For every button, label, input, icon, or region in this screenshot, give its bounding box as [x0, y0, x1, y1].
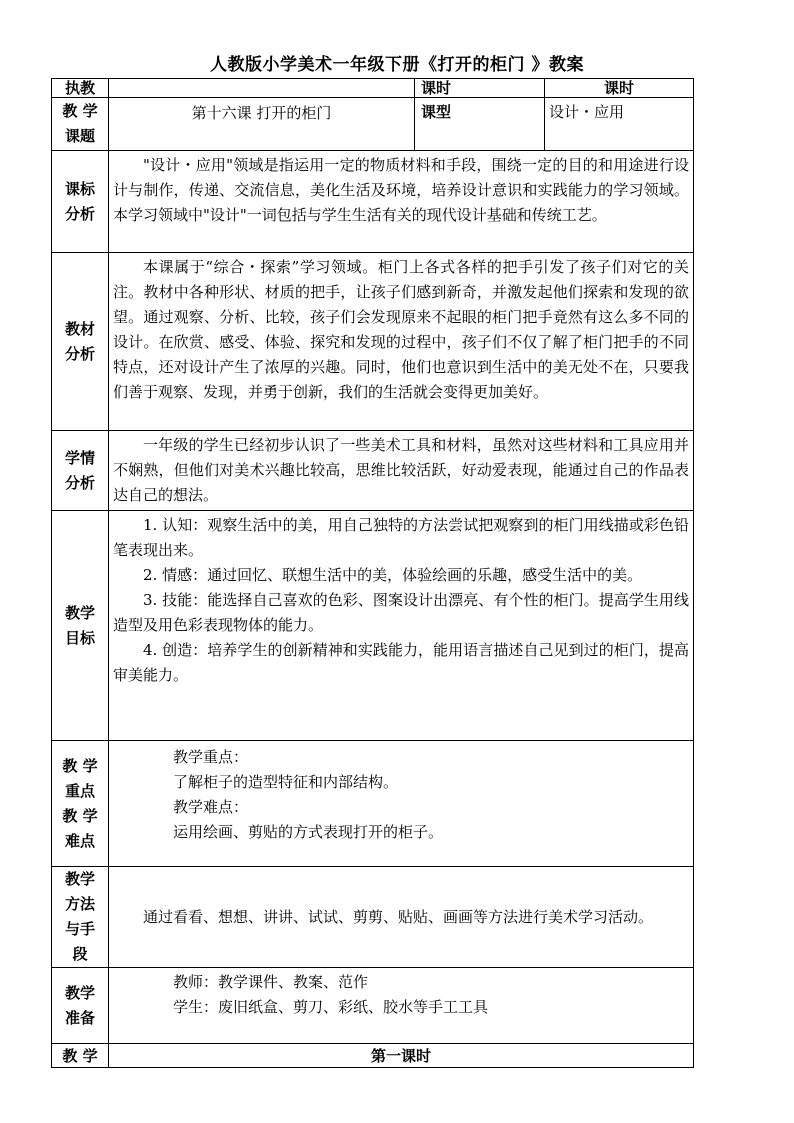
topic-value: 第十六课 打开的柜门	[109, 98, 415, 151]
methods-row	[52, 867, 694, 968]
material-text: 本课属于“综合・探索”学习领域。柜门上各式各样的把手引发了孩子们对它的关注。教材中各种形状、材质的把手，让孩子们感到新奇，并激发起他们探索和发现的欲望。通过观察、分析、比较，孩子们会发现原来不起眼的柜门把手竟然有这么多不同的设计。在欣赏、感受、体验、探究和发现的过程中，孩子们不仅了解了柜门把手的不同特点，还对设计产生了浓厚的兴趣。同时，他们也意识到生活中的美无处不在，只要我们善于观察、发现，并勇于创新，我们的生活就会变得更加美好。	[109, 253, 694, 431]
process-value: 第一课时	[109, 1044, 694, 1068]
students-row	[52, 431, 694, 511]
material-label: 教材 分析	[52, 253, 109, 431]
curriculum-text: "设计・应用"领域是指运用一定的物质材料和手段，围绕一定的目的和用途进行设计与制作，传递、交流信息，美化生活及环境，培养设计意识和实践能力的学习领域。本学习领域中"设计"一词包括与学生生活有关的现代设计基础和传统工艺。	[109, 151, 694, 253]
key-point-line: 教学重点：	[173, 748, 249, 766]
document-title: 人教版小学美术一年级下册《打开的柜门 》教案	[210, 55, 584, 75]
prep-line: 学生：废旧纸盒、剪刀、彩纸、胶水等手工工具	[173, 998, 489, 1016]
curriculum-row	[52, 151, 694, 253]
goals-label: 教学 目标	[52, 511, 109, 741]
lesson-plan-table	[51, 78, 694, 1068]
students-text: 一年级的学生已经初步认识了一些美术工具和材料，虽然对这些材料和工具应用并不娴熟，但他们对美术兴趣比较高，思维比较活跃，好动爱表现，能通过自己的作品表达自己的想法。	[109, 431, 694, 511]
goal-item: 3. 技能：能选择自己喜欢的色彩、图案设计出漂亮、有个性的柜门。提高学生用线造型及用色彩表现物体的能力。	[113, 591, 689, 634]
type-label: 课型	[415, 98, 545, 151]
key-point-line: 教学难点：	[173, 798, 249, 816]
key-points-text	[109, 741, 694, 867]
header-teacher-value	[109, 79, 415, 98]
header-teacher-label: 执教	[52, 79, 109, 98]
goal-item: 4. 创造：培养学生的创新精神和实践能力，能用语言描述自己见到过的柜门，提高审美能力。	[113, 641, 689, 684]
goals-row	[52, 511, 694, 741]
process-label: 教 学	[52, 1044, 109, 1068]
key-point-line: 了解柜子的造型特征和内部结构。	[173, 773, 399, 791]
key-point-line: 运用绘画、剪贴的方式表现打开的柜子。	[173, 823, 444, 841]
material-row	[52, 253, 694, 431]
curriculum-label: 课标 分析	[52, 151, 109, 253]
goals-text	[109, 511, 694, 741]
header-row	[52, 79, 694, 98]
methods-text: 通过看看、想想、讲讲、试试、剪剪、贴贴、画画等方法进行美术学习活动。	[109, 867, 694, 968]
process-row	[52, 1044, 694, 1068]
goal-item: 2. 情感：通过回忆、联想生活中的美，体验绘画的乐趣，感受生活中的美。	[143, 566, 643, 584]
goal-item: 1. 认知：观察生活中的美，用自己独特的方法尝试把观察到的柜门用线描或彩色铅笔表现出来。	[113, 516, 689, 559]
students-label: 学情 分析	[52, 431, 109, 511]
prep-row	[52, 968, 694, 1044]
header-period-value: 课时	[545, 79, 694, 98]
key-points-label: 教 学 重点 教 学 难点	[52, 741, 109, 867]
topic-label: 教 学 课题	[52, 98, 109, 151]
methods-label: 教学 方法 与手 段	[52, 867, 109, 968]
prep-text	[109, 968, 694, 1044]
prep-line: 教师：教学课件、教案、范作	[173, 973, 369, 991]
prep-label: 教学 准备	[52, 968, 109, 1044]
type-value: 设计・应用	[545, 98, 694, 151]
key-points-row	[52, 741, 694, 867]
topic-row	[52, 98, 694, 151]
header-period-label: 课时	[415, 79, 545, 98]
